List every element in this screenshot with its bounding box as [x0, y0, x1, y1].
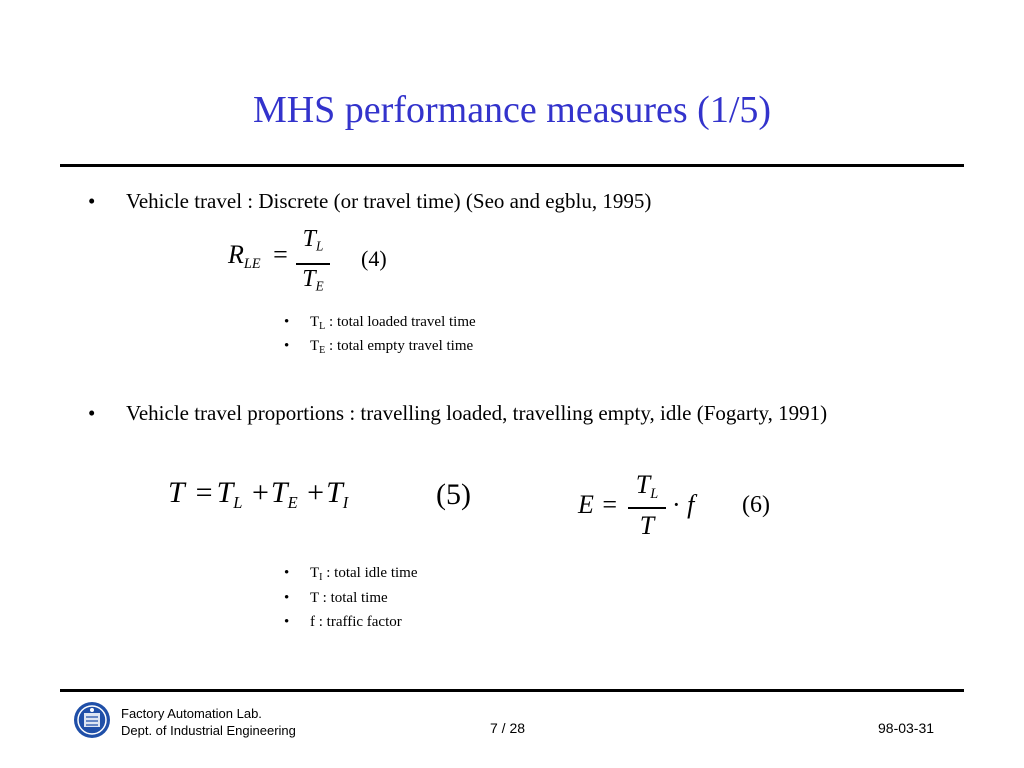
def-text: : total loaded travel time: [325, 314, 476, 330]
page-number: 7 / 28: [490, 720, 526, 736]
bullet-marker: •: [88, 189, 96, 213]
def-symbol: f: [310, 614, 315, 630]
def-symbol-sub: E: [319, 345, 326, 356]
def-text: : total empty travel time: [325, 338, 474, 354]
university-logo-icon: [72, 700, 112, 740]
eq6-dot: ·: [672, 490, 681, 519]
eq4-fraction-bar: [296, 263, 330, 265]
def-text: : traffic factor: [315, 614, 402, 630]
def-text: : total time: [318, 590, 388, 606]
eq4-lhs-sub: LE: [243, 256, 261, 272]
eq5-term-3: T: [326, 476, 343, 509]
eq6-label: (6): [742, 492, 770, 518]
eq5-plus-1: +: [251, 476, 269, 509]
def-marker: •: [284, 614, 290, 630]
def-symbol-sub: L: [319, 321, 326, 332]
def-symbol: T: [310, 338, 320, 354]
eq6-fraction: [628, 470, 666, 546]
slide-title: MHS performance measures (1/5): [252, 89, 772, 131]
eq5-term-2-sub: E: [287, 492, 298, 512]
bottom-divider: [60, 689, 964, 692]
eq4-numerator: T: [302, 226, 316, 252]
equation-4: [228, 240, 288, 273]
eq5-equals: =: [195, 476, 213, 509]
eq4-equals: =: [273, 240, 288, 269]
bullet-text: Vehicle travel proportions : travelling loaded, travelling empty, idle (Fogarty, 1991): [126, 401, 828, 425]
footer-dept: Dept. of Industrial Engineering: [121, 723, 296, 738]
footer-lab: Factory Automation Lab.: [121, 706, 262, 721]
eq4-label: (4): [361, 246, 387, 271]
eq6-denominator: T: [639, 511, 655, 540]
def-symbol: T: [310, 565, 320, 581]
eq6-numerator-sub: L: [650, 486, 659, 502]
bullet-text: Vehicle travel : Discrete (or travel time) (Seo and egblu, 1995): [126, 189, 652, 213]
eq4-lhs: R: [228, 240, 244, 269]
def-symbol: T: [310, 590, 319, 606]
eq4-denominator-sub: E: [315, 278, 324, 294]
eq6-fraction-bar: [628, 507, 666, 509]
eq5-label: (5): [436, 478, 471, 511]
def-text: : total idle time: [322, 565, 418, 581]
eq4-fraction: [296, 226, 330, 296]
eq6-factor: [672, 490, 694, 520]
eq5-plus-2: +: [307, 476, 325, 509]
eq5-term-3-sub: I: [342, 492, 349, 512]
eq6-f: f: [687, 490, 695, 519]
eq5-term-2: T: [270, 476, 288, 509]
def-marker: •: [284, 565, 290, 581]
eq4-denominator: T: [302, 266, 316, 292]
def-symbol: T: [310, 314, 320, 330]
def-marker: •: [284, 338, 290, 354]
bullet-marker: •: [88, 401, 96, 425]
eq6-lhs: E: [578, 490, 594, 519]
eq5-term-1: T: [216, 476, 234, 509]
eq4-numerator-sub: L: [316, 238, 324, 254]
def-symbol-sub: I: [319, 572, 323, 583]
def-marker: •: [284, 590, 290, 606]
equation-5: [168, 476, 348, 513]
eq6-equals: =: [602, 490, 618, 519]
equation-6: [578, 490, 617, 520]
eq6-numerator: T: [635, 470, 651, 499]
top-divider: [60, 164, 964, 167]
footer-date: 98-03-31: [878, 720, 935, 736]
def-marker: •: [284, 314, 290, 330]
eq5-term-1-sub: L: [233, 492, 243, 512]
eq5-T: T: [168, 476, 185, 509]
